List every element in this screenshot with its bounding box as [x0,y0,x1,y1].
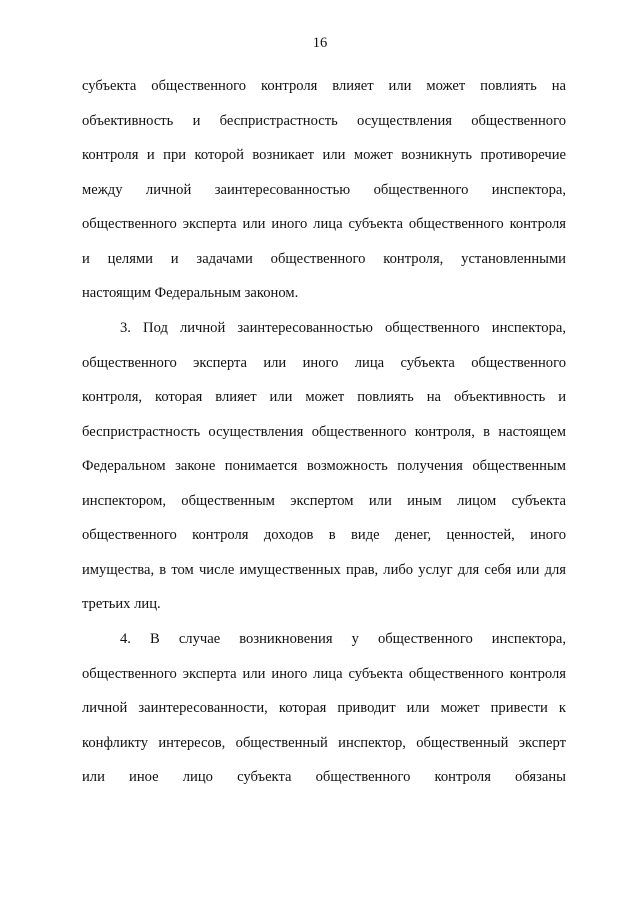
paragraph-item-4 [82,629,566,802]
text-line: общественного эксперта или иного лица субъекта общественного контроля [82,665,566,682]
text-line: Федеральном законе понимается возможность получения общественным [82,458,566,474]
text-line: контроля, которая влияет или может повлиять на объективность и [82,389,566,405]
text-line: общественного эксперта или иного лица субъекта общественного контроля [82,216,566,232]
text-line: настоящим Федеральным законом. [82,285,299,301]
text-line: общественного контроля доходов в виде денег, ценностей, иного [82,527,566,543]
text-line: объективность и беспристрастность осуществления общественного [82,112,566,129]
text-line: 3. Под личной заинтересованностью общественного инспектора, [120,320,566,336]
text-line: и целями и задачами общественного контроля, установленными [82,250,566,267]
text-line: между личной заинтересованностью общественного инспектора, [82,181,566,198]
text-line: или иное лицо субъекта общественного контроля обязаны [82,769,566,785]
paragraph-item-3 [82,318,566,629]
text-line: субъекта общественного контроля влияет или может повлиять на [82,78,566,94]
text-line: общественного эксперта или иного лица субъекта общественного [82,354,566,371]
text-line: третьих лиц. [82,596,161,612]
paragraph-continuation [82,76,566,318]
page-number: 16 [312,35,328,51]
text-line: беспристрастность осуществления общественного контроля, в настоящем [82,423,566,440]
text-line: 4. В случае возникновения у общественного инспектора, [120,631,566,647]
text-line: конфликту интересов, общественный инспектор, общественный эксперт [82,734,566,751]
text-line: личной заинтересованности, которая приводит или может привести к [82,700,566,716]
text-line: имущества, в том числе имущественных прав, либо услуг для себя или для [82,561,566,578]
text-line: контроля и при которой возникает или может возникнуть противоречие [82,147,566,163]
text-line: инспектором, общественным экспертом или иным лицом субъекта [82,492,566,509]
